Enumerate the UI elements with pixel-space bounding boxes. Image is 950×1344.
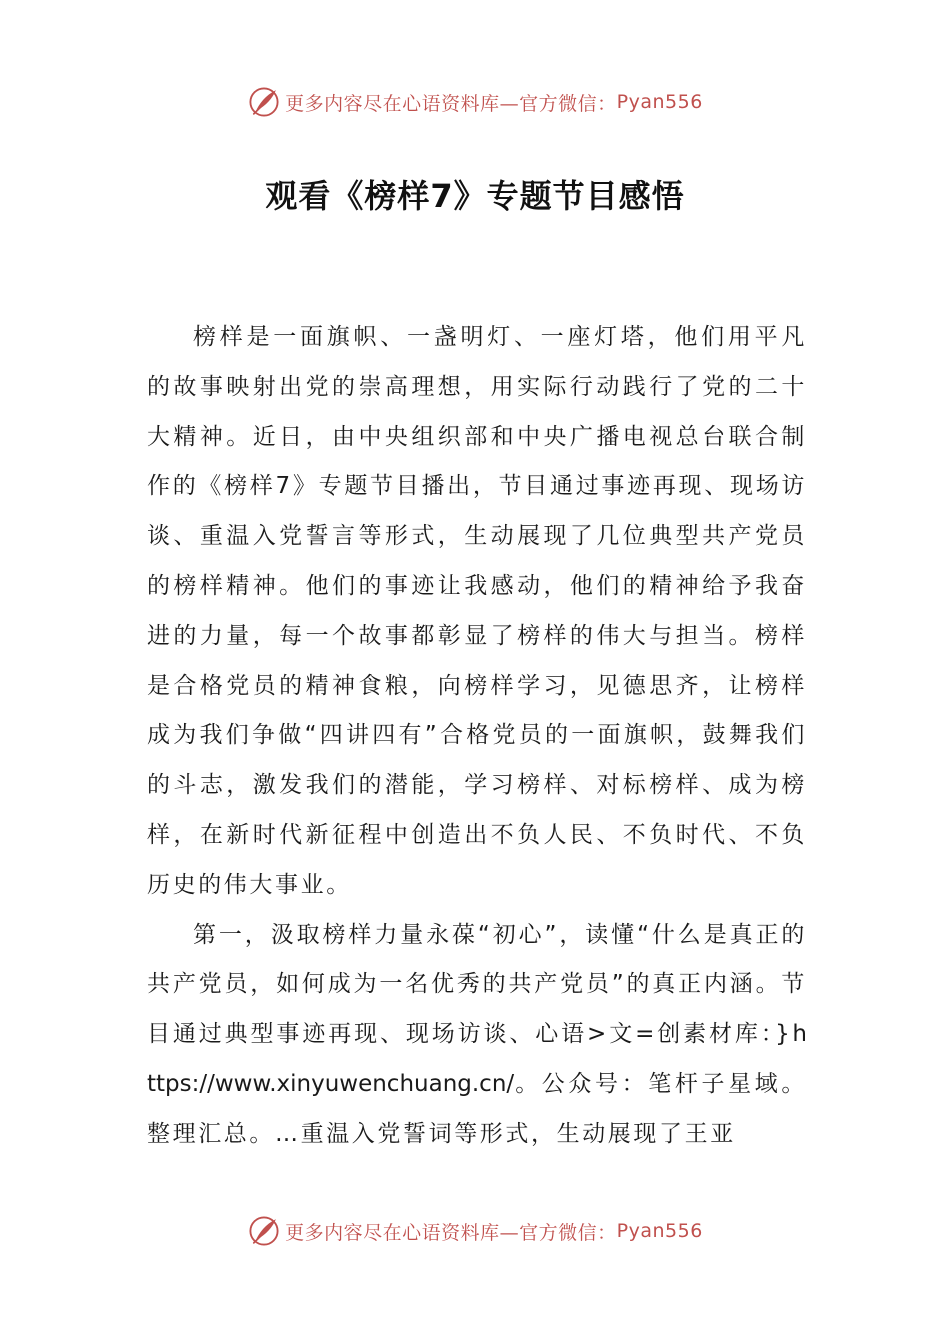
- watermark-text: 更多内容尽在心语资料库—官方微信：: [285, 1221, 617, 1244]
- body-paragraph: 榜样是一面旗帜、一盏明灯、一座灯塔，他们用平凡的故事映射出党的崇高理想，用实际行动践行了党的二十大精神。近日，由中央组织部和中央广播电视总台联合制作的《榜样7》专题节目播出，节目通过事迹再现、现场访谈、重温入党誓言等形式，生动展现了几位典型共产党员的榜样精神。他们的事迹让我感动，他们的精神给予我奋进的力量，每一个故事都彰显了榜样的伟大与担当。榜样是合格党员的精神食粮，向榜样学习，见德思齐，让榜样成为我们争做“四讲四有”合格党员的一面旗帜，鼓舞我们的斗志，激发我们的潜能，学习榜样、对标榜样、成为榜样，在新时代新征程中创造出不负人民、不负时代、不负历史的伟大事业。: [147, 324, 807, 898]
- header-watermark: [0, 82, 950, 122]
- paragraph-tail-text: 。公众号：笔杆子星域。整理汇总。…重温入党誓词等形式，生动展现了王亚: [147, 1070, 807, 1147]
- document-title: 观看《榜样7》专题节目感悟: [265, 177, 685, 215]
- document-body: [147, 313, 807, 1160]
- watermark-wechat-id: Pyan556: [616, 91, 703, 113]
- body-paragraph: [147, 911, 807, 1160]
- quill-logo-icon: [247, 85, 281, 119]
- quill-logo-icon: [247, 1214, 281, 1248]
- paragraph-lead-text: 第一，汲取榜样力量永葆“初心”，读懂“什么是真正的共产党员，如何成为一名优秀的共产党员”的真正内涵。节目通过典型事迹再现、现场访谈、心语>文=创素材库：}: [147, 921, 807, 1048]
- watermark-wechat-id: Pyan556: [616, 1220, 703, 1242]
- watermark-text: 更多内容尽在心语资料库—官方微信：: [285, 92, 617, 115]
- footer-watermark: [0, 1211, 950, 1251]
- website-link[interactable]: https://www.xinyuwenchuang.cn/: [147, 1021, 807, 1097]
